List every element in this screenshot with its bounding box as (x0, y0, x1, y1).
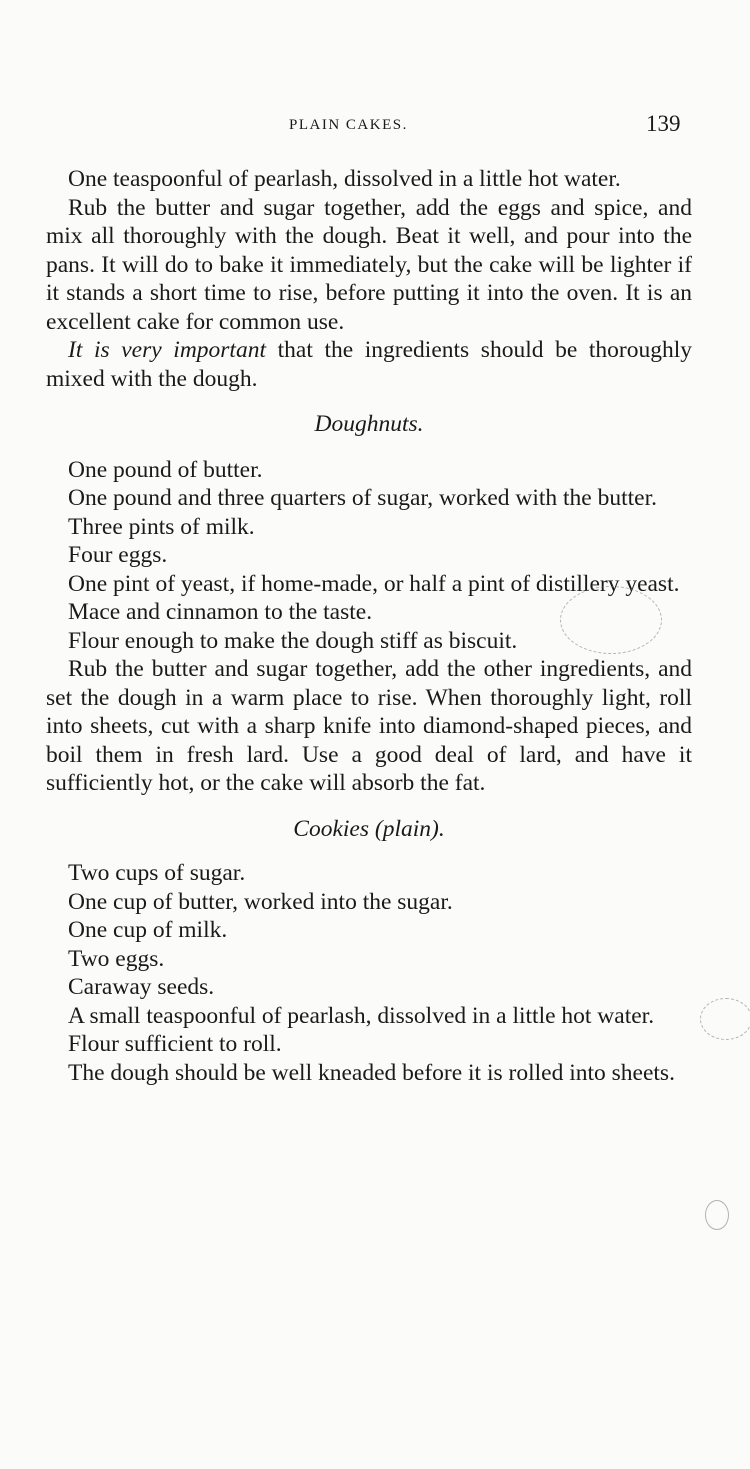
ingredient-line: Flour sufficient to roll. (68, 1031, 282, 1057)
ingredient-line: One teaspoonful of pearlash, dissolved in a little hot water. (68, 166, 621, 192)
ingredient-line: Two eggs. (68, 945, 165, 972)
ingredient-line: A small teaspoonful of pearlash, dissolved in a little hot water. (68, 1002, 655, 1029)
cookies-instructions: The dough should be well kneaded before it is rolled into sheets. (68, 1059, 675, 1086)
important-rest: that the ingredients should be thoroughly mixed with the dough. (46, 337, 693, 392)
paper-stain (560, 586, 662, 654)
ingredient-line: One pint of yeast, if home-made, or half a pint of distillery yeast. (68, 570, 680, 597)
cookies-ingredients (46, 859, 692, 1059)
ingredient-line: One cup of butter, worked into the sugar. (68, 888, 453, 915)
instructions-paragraph: Rub the butter and sugar together, add the eggs and spice, and mix all thoroughly with the dough. Beat it well, and pour into the pans. It will do to bake it immediately, but the cake will be lighter if it stands a short time to rise, before putting it into the oven. It is an excellent cake for common use. (46, 194, 692, 335)
running-head (0, 113, 750, 143)
ingredient-line: Caraway seeds. (68, 974, 215, 1000)
doughnuts-instructions: Rub the butter and sugar together, add the other ingredients, and set the dough in a warm place to rise. When thoroughly light, roll into sheets, cut with a sharp knife into diamond-shaped pieces, and boil them in fresh lard. Use a good deal of lard, and have it sufficiently hot, or the cake will absorb the fat. (46, 656, 692, 796)
important-emphasis: It is very important (68, 337, 266, 363)
ingredient-line: One pound of butter. (68, 456, 263, 483)
recipe-title-doughnuts: Doughnuts. (314, 411, 424, 437)
ingredient-line: One cup of milk. (68, 917, 228, 943)
ingredient-line: One pound and three quarters of sugar, worked with the butter. (68, 485, 658, 511)
ingredient-line: Mace and cinnamon to the taste. (68, 599, 373, 625)
running-title: PLAIN CAKES. (289, 117, 408, 133)
ingredient-line: Flour enough to make the dough stiff as biscuit. (68, 627, 518, 654)
ingredient-line: Four eggs. (68, 542, 168, 568)
important-note (46, 336, 692, 393)
paper-stain (705, 1200, 729, 1230)
ingredient-line: Two cups of sugar. (68, 860, 246, 886)
ingredient-line: Three pints of milk. (68, 513, 255, 540)
paper-stain (700, 998, 750, 1040)
page-number: 139 (646, 111, 681, 136)
recipe-title-cookies: Cookies (plain). (293, 815, 445, 842)
